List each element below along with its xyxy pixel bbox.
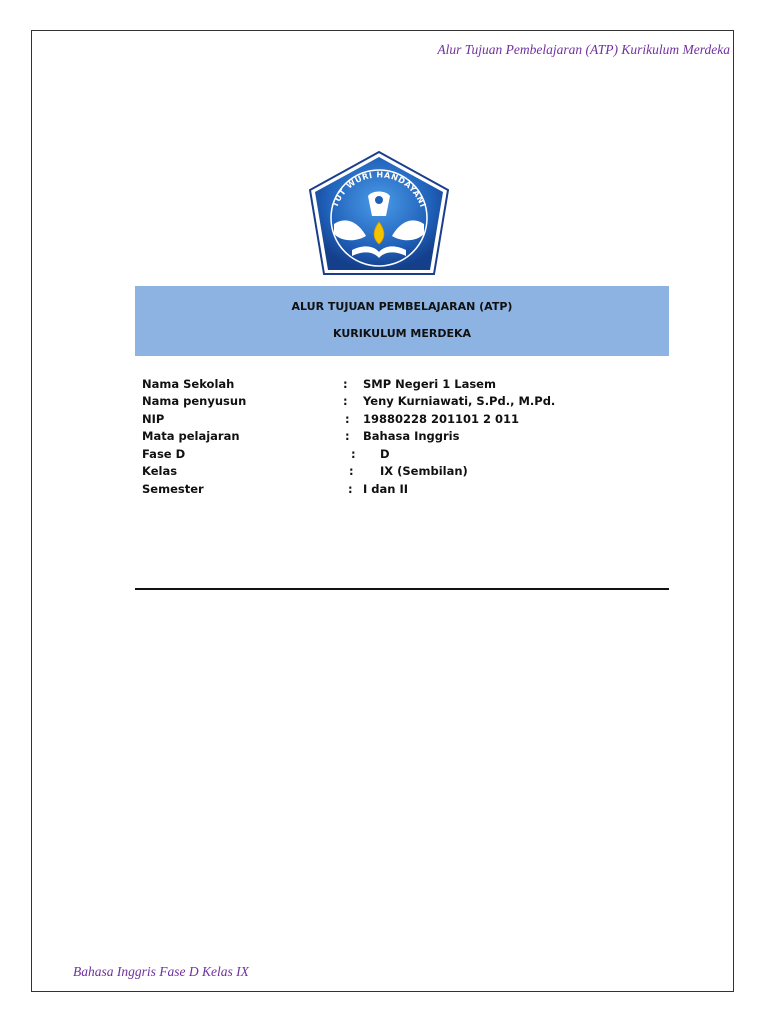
info-colon: : <box>351 447 356 461</box>
info-colon: : <box>348 482 353 496</box>
document-title-box <box>135 286 669 356</box>
tut-wuri-handayani-emblem-icon <box>306 150 452 286</box>
info-label: NIP <box>142 412 165 426</box>
info-colon: : <box>343 394 348 408</box>
info-label: Fase D <box>142 447 186 461</box>
info-label: Semester <box>142 482 204 496</box>
info-colon: : <box>345 429 350 443</box>
info-value: 19880228 201101 2 011 <box>363 412 520 426</box>
info-row-nip <box>142 412 662 430</box>
info-label: Kelas <box>142 464 178 478</box>
info-label: Mata pelajaran <box>142 429 240 443</box>
document-subtitle: KURIKULUM MERDEKA <box>332 327 472 340</box>
info-row-nama-penyusun <box>142 394 662 412</box>
info-value: Bahasa Inggris <box>363 429 460 443</box>
page-footer: Bahasa Inggris Fase D Kelas IX <box>73 964 249 979</box>
info-label: Nama penyusun <box>142 394 247 408</box>
info-row-kelas <box>142 464 662 482</box>
info-value: IX (Sembilan) <box>380 464 468 478</box>
document-title: ALUR TUJUAN PEMBELAJARAN (ATP) <box>291 300 513 313</box>
info-colon: : <box>343 377 348 391</box>
section-divider <box>135 588 669 590</box>
info-row-fase <box>142 447 662 465</box>
info-value: Yeny Kurniawati, S.Pd., M.Pd. <box>363 394 556 408</box>
info-row-semester <box>142 482 662 500</box>
info-value: D <box>380 447 390 461</box>
info-row-mata-pelajaran <box>142 429 662 447</box>
info-colon: : <box>349 464 354 478</box>
info-colon: : <box>345 412 350 426</box>
info-value: I dan II <box>363 482 409 496</box>
info-row-nama-sekolah <box>142 377 662 395</box>
svg-text:TUT WURI HANDAYANI: TUT WURI HANDAYANI <box>330 170 428 209</box>
page-header: Alur Tujuan Pembelajaran (ATP) Kurikulum Merdeka <box>437 42 730 57</box>
info-label: Nama Sekolah <box>142 377 235 391</box>
info-value: SMP Negeri 1 Lasem <box>363 377 496 391</box>
